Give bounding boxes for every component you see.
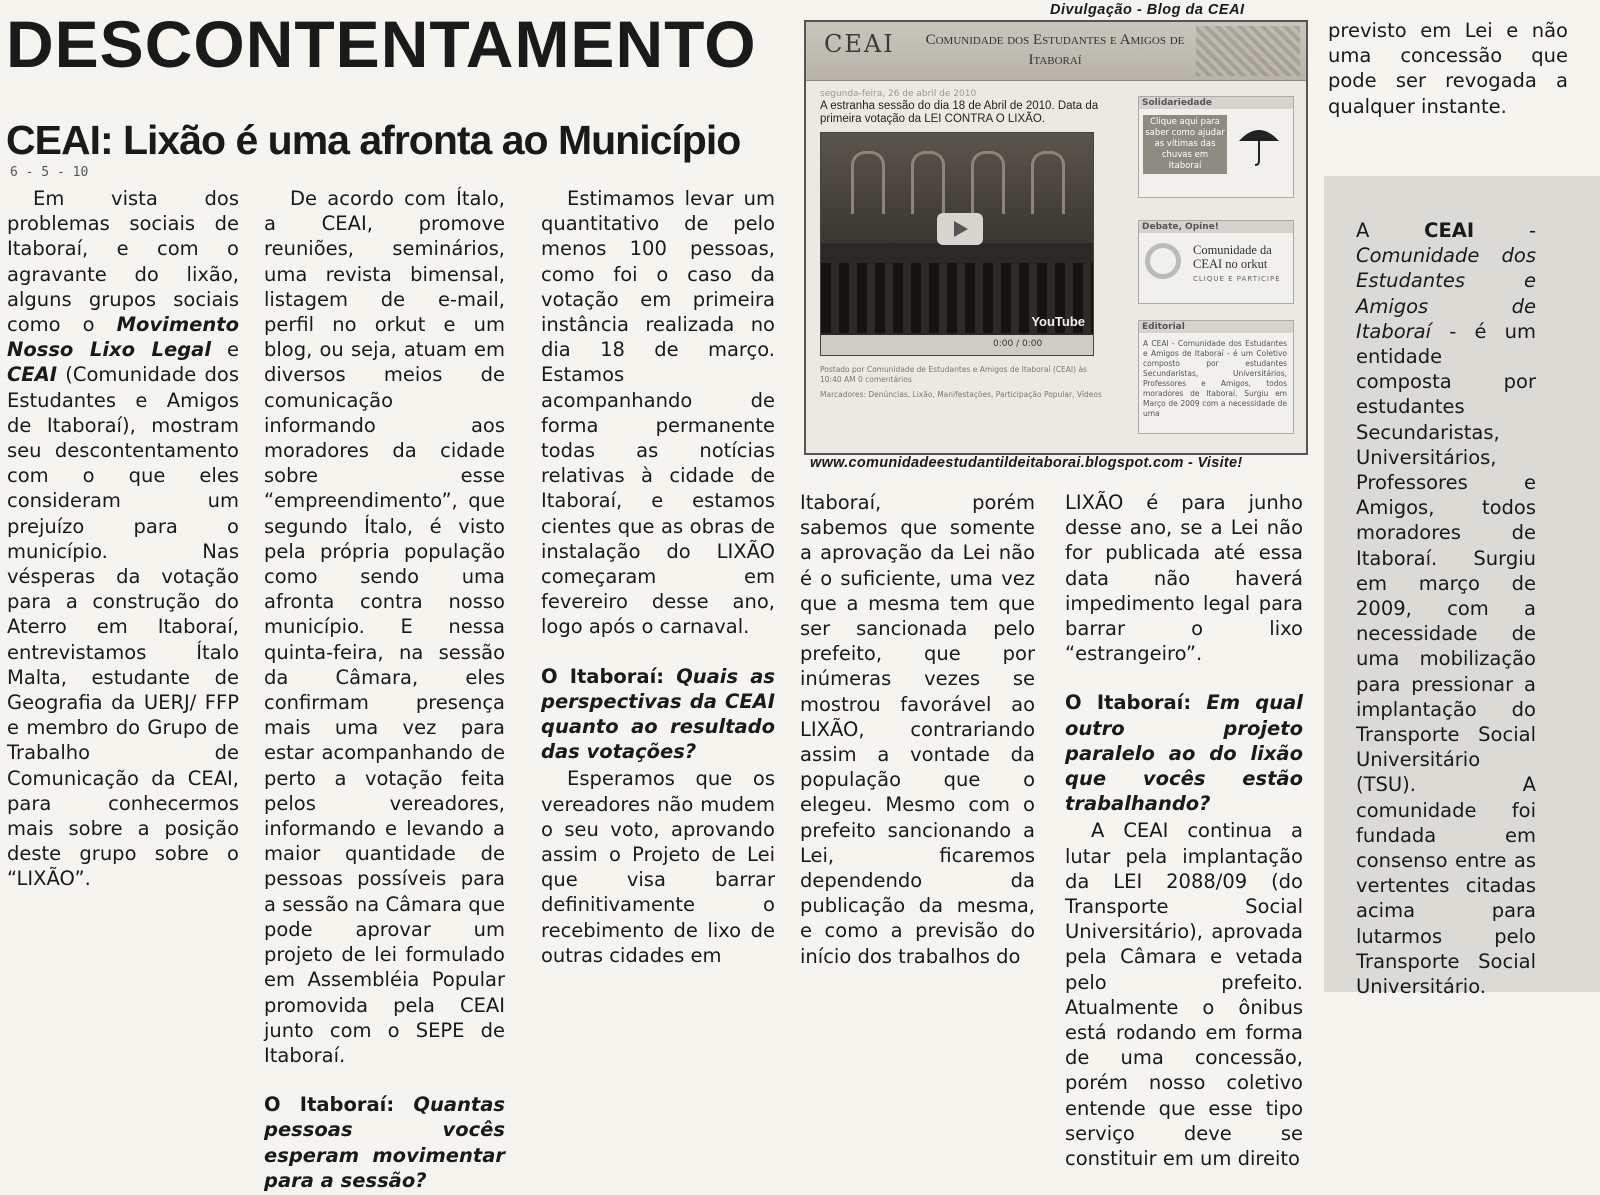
post-labels[interactable]: Marcadores: Denúncias, Lixão, Manifestações, Participação Popular, Vídeos [820,390,1102,399]
orkut-icon[interactable] [1145,243,1181,279]
group-name-ceai: CEAI [7,363,57,387]
article-paragraph-2: De acordo com Ítalo, a CEAI, promove reuniões, seminários, uma revista bimensal, listagem de e-mail, perfil no orkut e um blog, ou seja, atuam em diversos meios de comunicação informando aos moradores da cidade sobre esse “empreendimento”, que segundo Ítalo, é visto pela própria população como sendo uma afronta contra nosso município. E nessa quinta-feira, na sessão da Câmara, eles confirmam presença mais uma vez para estar acompanhando de perto a votação feita pelos vereadores, informando e levando a maior quantidade de pessoas possíveis para a sessão na Câmara que pode aprovar um projeto de lei formulado em Assembléia Popular promovida pela CEAI junto com o SEPE de Itaboraí. [264,187,505,1067]
question-1 [264,1092,505,1193]
answer-3: A CEAI continua a lutar pela implantação da LEI 2088/09 (do Transporte Social Universitário), aprovada pela Câmara e vetada pelo prefeito. Atualmente o ônibus está rodando em forma de uma concessão, porém nosso coletivo entende que esse tipo serviço deve se constituir em um direito [1065,819,1303,1171]
blog-header [806,22,1306,81]
article-column-3 [541,186,775,968]
answer-2: Esperamos que os vereadores não mudem o seu voto, aprovando assim o Projeto de Lei que visa barrar definitivamente o recebimento de lixo de outras cidades em [541,767,775,967]
arch-shape [851,151,885,214]
sidebar-solidarity [1138,96,1294,198]
arch-shape [911,151,945,214]
arch-shape [971,151,1005,214]
article-column-4 [800,490,1035,969]
question-2 [541,664,775,765]
sidebar-editorial [1138,320,1294,434]
article-paragraph-1 [7,186,239,892]
orkut-link[interactable]: Comunidade da CEAI no orkut [1193,243,1272,271]
question-text: Em qual outro projeto paralelo ao do lixão que vocês estão trabalhando? [1065,691,1303,816]
blog-url-caption: www.comunidadeestudantildeitaborai.blogspot.com - Visite! [810,455,1243,471]
blog-title: Comunidade dos Estudantes e Amigos de Itaboraí [925,32,1185,68]
answer-continuation: Itaboraí, porém sabemos que somente a aprovação da Lei não é o suficiente, uma vez que a mesma tem que ser sancionada pelo prefeito, que por inúmeras vezes se mostrou favorável ao LIXÃO, contrariando assim a vontade da população que o elegeu. Mesmo com o prefeito sancionando a Lei, ficaremos dependendo da publicação da mesma, e como a previsão do início dos trabalhos do [800,491,1035,968]
question-3 [1065,690,1303,816]
widget-heading: Debate, Opine! [1139,221,1293,233]
video-time: 0:00 / 0:00 [993,339,1043,349]
text-run: A [1356,219,1425,242]
umbrella-icon [1235,119,1283,167]
video-player[interactable] [820,132,1094,356]
text-run: - é um entidade composta por estudantes Secundaristas, Universitários, Professores e Amigos, todos moradores de Itaboraí. Surgiu em março de 2009, com a necessidade de uma mobilização para pressionar a implantação do Transporte Social Universitário (TSU). A comunidade foi fundada em consenso entre as vertentes citadas acima para lutarmos pelo Transporte Social Universitário. [1356,319,1536,999]
sidebar-org-fullname: Comunidade dos Estudantes e Amigos de Itaboraí [1356,244,1536,343]
posted-by: Postado por Comunidade de Estudantes e Amigos de Itaboraí (CEAI) às 10:40 AM 0 comentários [820,365,1087,384]
subheadline: CEAI: Lixão é uma afronta ao Município [6,117,741,163]
post-date: segunda-feira, 26 de abril de 2010 [820,89,977,99]
article-column-2 [264,186,505,1195]
sidebar-org-name: CEAI [1424,219,1475,242]
article-column-5 [1065,490,1303,1171]
headline: DESCONTENTAMENTO [6,7,757,81]
post-title[interactable]: A estranha sessão do dia 18 de Abril de 2010. Data da primeira votação da LEI CONTRA O LIXÃO. [820,100,1099,125]
text-run: e [211,338,239,362]
blog-screenshot [804,20,1308,455]
question-text: Quantas pessoas vocês esperam movimentar para a sessão? [264,1093,505,1192]
arch-shape [1031,151,1065,214]
question-text: Quais as perspectivas da CEAI quanto ao resultado das votações? [541,664,775,764]
group-name-mnll: Movimento Nosso Lixo Legal [7,313,239,362]
handwritten-date: 6 - 5 - 10 [10,165,89,180]
question-lead: O Itaboraí: [264,1093,414,1117]
editorial-text: A CEAI - Comunidade dos Estudantes e Amigos de Itaboraí - é um Coletivo composto por estudantes Secundaristas, Universitários, Professores e Amigos, todos moradores de Itaboraí. Surgiu em Março de 2009 com a necessidade de uma [1143,339,1287,418]
text-run: - [1474,219,1536,242]
youtube-logo: YouTube [1031,314,1085,329]
sidebar-debate [1138,220,1294,304]
text-run: Em vista dos problemas sociais de Itaboraí, e com o agravante do lixão, alguns grupos sociais como o [7,187,239,337]
answer-continuation: previsto em Lei e não uma concessão que pode ser revogada a qualquer instante. [1328,19,1568,118]
article-column-1 [7,186,239,892]
solidarity-link[interactable]: Clique aqui para saber como ajudar as vítimas das chuvas em Itaboraí [1143,115,1227,174]
question-lead: O Itaboraí: [541,664,677,688]
article-column-6 [1328,18,1568,119]
answer-1: Estimamos levar um quantitativo de pelo menos 100 pessoas, como foi o caso da votação em primeira instância realizada no dia 18 de março. Estamos acompanhando de forma permanente todas as notícias relativas à cidade de Itaboraí, e estamos cientes que as obras de instalação do LIXÃO começaram em fevereiro desse ano, logo após o carnaval. [541,187,775,639]
answer-continuation: LIXÃO é para junho desse ano, se a Lei não for publicada até essa data não haverá impedimento legal para barrar o lixo “estrangeiro”. [1065,491,1303,666]
text-run: (Comunidade dos Estudantes e Amigos de Itaboraí), mostram seu descontentamento com o que eles consideram um prejuízo para o município. Nas vésperas da votação para a construção do Aterro em Itaboraí, entrevistamos Ítalo Malta, estudante de Geografia da UERJ/ FFP e membro do Grupo de Trabalho de Comunicação da CEAI, para conhecermos mais sobre a posição deste grupo sobre o “LIXÃO”. [7,363,239,891]
video-controls[interactable] [821,335,1093,355]
widget-heading: Editorial [1139,321,1293,333]
photo-credit: Divulgação - Blog da CEAI [1050,2,1245,18]
widget-heading: Solidariedade [1139,97,1293,109]
play-icon[interactable] [937,213,983,245]
sidebar-text [1356,218,1536,999]
orkut-subtext: CLIQUE E PARTICIPE [1193,275,1281,283]
blog-header-image [1196,26,1300,76]
blog-logo: CEAI [824,30,895,58]
question-lead: O Itaboraí: [1065,691,1207,715]
sidebar-paragraph [1356,218,1536,999]
